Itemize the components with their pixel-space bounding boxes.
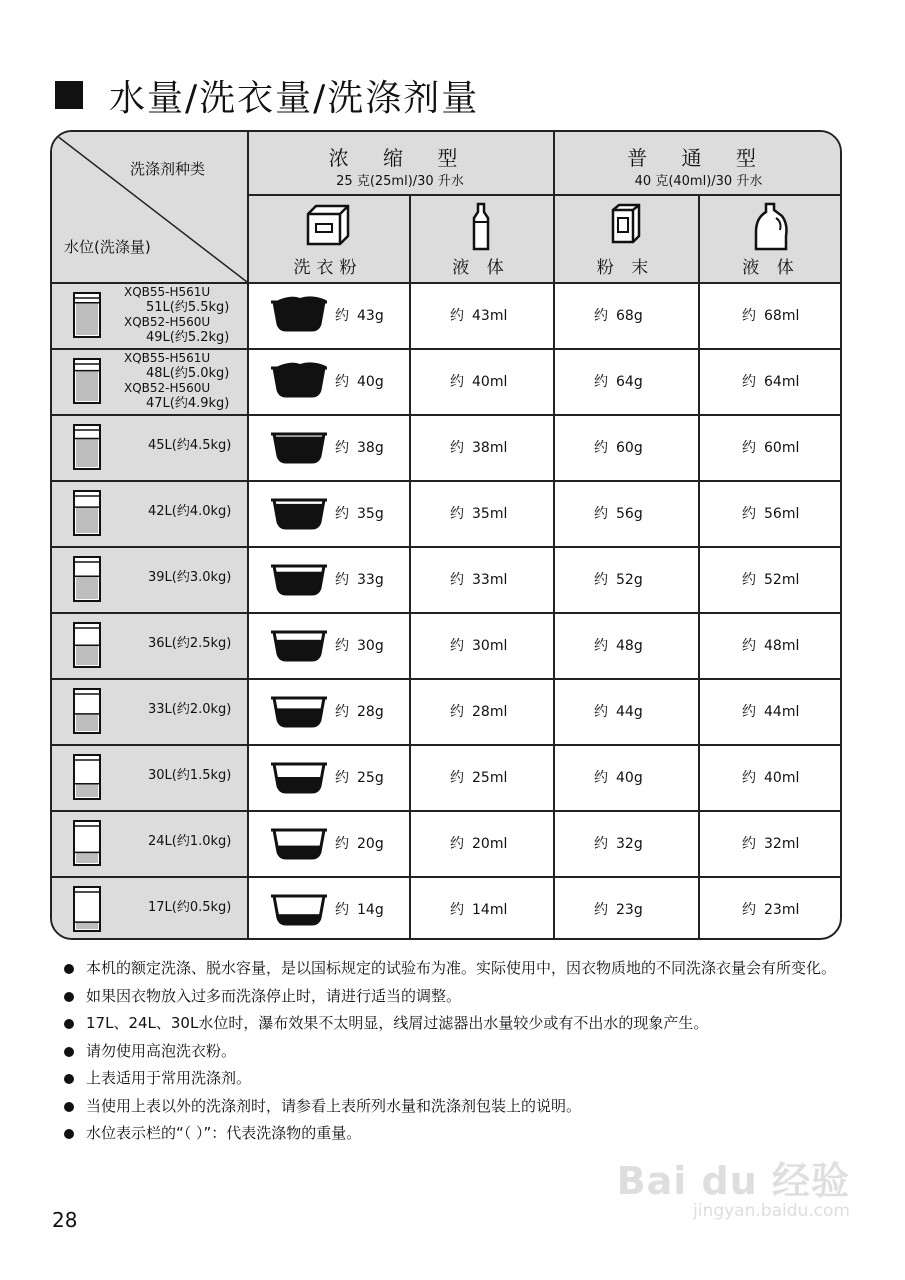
- approx-label: 约: [335, 572, 349, 588]
- approx-label: 约: [594, 374, 608, 390]
- capacity-text: 33L(约2.0kg): [148, 702, 232, 717]
- grid-line: [52, 612, 842, 614]
- grid-line: [409, 194, 411, 940]
- water-level-tub-icon: [72, 819, 102, 867]
- amount-value: 25g: [357, 770, 384, 786]
- powder-normal-amount: [594, 701, 643, 721]
- amount-value: 30ml: [472, 638, 508, 654]
- water-level-label-cell: [148, 636, 244, 651]
- amount-value: 60ml: [764, 440, 800, 456]
- capacity-text: 47L(约4.9kg): [146, 396, 230, 411]
- powder-normal-amount: [594, 305, 643, 325]
- water-level-tub-icon: [72, 555, 102, 603]
- normal-title: 普 通 型: [627, 146, 770, 170]
- approx-label: 约: [335, 770, 349, 786]
- water-level-label: 水位(洗涤量): [64, 238, 151, 256]
- powder-amount: [335, 701, 384, 721]
- grid-line: [52, 480, 842, 482]
- liquid-normal-amount: [742, 635, 799, 655]
- amount-value: 64ml: [764, 374, 800, 390]
- powder-amount: [335, 437, 384, 457]
- approx-label: 约: [742, 836, 756, 852]
- powder-normal-amount: [594, 437, 643, 457]
- amount-value: 23g: [616, 902, 643, 918]
- measuring-scoop-icon: [270, 558, 328, 598]
- detergent-type-label: 洗涤剂种类: [130, 160, 206, 178]
- approx-label: 约: [742, 902, 756, 918]
- corner-diagonal-line: [52, 132, 247, 282]
- powder-normal-amount: [594, 371, 643, 391]
- liquid-jug-icon: [752, 202, 790, 252]
- model-name: XQB52-H560U: [124, 315, 211, 329]
- powder-amount: [335, 503, 384, 523]
- amount-value: 60g: [616, 440, 643, 456]
- liquid-normal-amount: [742, 503, 799, 523]
- powder-amount: [335, 569, 384, 589]
- page-title: 水量/洗衣量/洗涤剂量: [109, 77, 480, 119]
- liquid-bottle-icon: [470, 202, 492, 252]
- approx-label: 约: [450, 440, 464, 456]
- water-level-tub-icon: [72, 423, 102, 471]
- note-item: 请勿使用高泡洗衣粉。: [62, 1038, 842, 1066]
- amount-value: 43g: [357, 308, 384, 324]
- water-level-label-cell: [148, 438, 244, 453]
- liquid-concentrated-amount: [450, 899, 507, 919]
- liquid-concentrated-amount: [450, 833, 507, 853]
- amount-value: 35ml: [472, 506, 508, 522]
- grid-line: [52, 414, 842, 416]
- liquid-normal-amount: [742, 371, 799, 391]
- col-label-powder: 洗衣粉: [293, 258, 363, 278]
- amount-value: 40g: [357, 374, 384, 390]
- capacity-text: 39L(约3.0kg): [148, 570, 232, 585]
- measuring-scoop-icon: [270, 360, 328, 400]
- approx-label: 约: [450, 638, 464, 654]
- measuring-scoop-icon: [270, 294, 328, 334]
- capacity-text: 30L(约1.5kg): [148, 768, 232, 783]
- amount-value: 38g: [357, 440, 384, 456]
- liquid-normal-amount: [742, 833, 799, 853]
- amount-value: 43ml: [472, 308, 508, 324]
- amount-value: 28g: [357, 704, 384, 720]
- approx-label: 约: [742, 374, 756, 390]
- amount-value: 44g: [616, 704, 643, 720]
- approx-label: 约: [742, 638, 756, 654]
- approx-label: 约: [335, 902, 349, 918]
- approx-label: 约: [742, 506, 756, 522]
- approx-label: 约: [742, 704, 756, 720]
- grid-line: [52, 348, 842, 350]
- approx-label: 约: [594, 770, 608, 786]
- approx-label: 约: [450, 506, 464, 522]
- capacity-text: 17L(约0.5kg): [148, 900, 232, 915]
- powder-normal-amount: [594, 635, 643, 655]
- grid-line: [52, 546, 842, 548]
- measuring-scoop-icon: [270, 756, 328, 796]
- measuring-scoop-icon: [270, 690, 328, 730]
- amount-value: 38ml: [472, 440, 508, 456]
- amount-value: 40ml: [764, 770, 800, 786]
- approx-label: 约: [450, 704, 464, 720]
- amount-value: 32g: [616, 836, 643, 852]
- model-name: XQB55-H561U: [124, 351, 211, 365]
- grid-line: [52, 678, 842, 680]
- note-item: 水位表示栏的“（ ）”：代表洗涤物的重量。: [62, 1120, 842, 1148]
- grid-line: [52, 810, 842, 812]
- col-label-liquid-concentrated: 液 体: [452, 258, 510, 278]
- col-label-liquid-normal: 液 体: [742, 258, 800, 278]
- approx-label: 约: [594, 836, 608, 852]
- amount-value: 68g: [616, 308, 643, 324]
- water-level-label-cell: [148, 570, 244, 585]
- watermark: [617, 1150, 850, 1221]
- col-header-powder-normal: [553, 194, 698, 282]
- liquid-concentrated-amount: [450, 569, 507, 589]
- capacity-text: 36L(约2.5kg): [148, 636, 232, 651]
- approx-label: 约: [742, 770, 756, 786]
- grid-line: [698, 194, 700, 940]
- water-level-label-cell: [124, 351, 244, 411]
- amount-value: 20ml: [472, 836, 508, 852]
- liquid-normal-amount: [742, 701, 799, 721]
- approx-label: 约: [450, 836, 464, 852]
- grid-line: [553, 132, 555, 940]
- approx-label: 约: [594, 704, 608, 720]
- model-name: XQB55-H561U: [124, 285, 211, 299]
- liquid-concentrated-amount: [450, 503, 507, 523]
- water-level-tub-icon: [72, 885, 102, 933]
- capacity-text: 48L(约5.0kg): [146, 366, 230, 381]
- approx-label: 约: [335, 506, 349, 522]
- powder-amount: [335, 371, 384, 391]
- amount-value: 52g: [616, 572, 643, 588]
- approx-label: 约: [594, 572, 608, 588]
- amount-value: 14g: [357, 902, 384, 918]
- page-heading: [55, 70, 479, 120]
- approx-label: 约: [450, 902, 464, 918]
- approx-label: 约: [594, 638, 608, 654]
- note-item: 当使用上表以外的洗涤剂时，请参看上表所列水量和洗涤剂包装上的说明。: [62, 1093, 842, 1121]
- powder-normal-amount: [594, 569, 643, 589]
- liquid-concentrated-amount: [450, 701, 507, 721]
- amount-value: 28ml: [472, 704, 508, 720]
- water-level-label-cell: [148, 702, 244, 717]
- approx-label: 约: [742, 308, 756, 324]
- capacity-text: 42L(约4.0kg): [148, 504, 232, 519]
- amount-value: 40ml: [472, 374, 508, 390]
- grid-line: [52, 876, 842, 878]
- approx-label: 约: [450, 770, 464, 786]
- water-level-tub-icon: [72, 357, 102, 405]
- approx-label: 约: [335, 374, 349, 390]
- water-level-label-cell: [148, 768, 244, 783]
- water-level-label-cell: [148, 834, 244, 849]
- capacity-text: 51L(约5.5kg): [146, 300, 230, 315]
- note-item: 本机的额定洗涤、脱水容量，是以国标规定的试验布为准。实际使用中，因衣物质地的不同洗涤衣量会有所变化。: [62, 955, 842, 983]
- amount-value: 35g: [357, 506, 384, 522]
- corner-cell: [52, 132, 247, 282]
- approx-label: 约: [742, 440, 756, 456]
- grid-line: [52, 282, 842, 284]
- amount-value: 64g: [616, 374, 643, 390]
- note-item: 如果因衣物放入过多而洗涤停止时，请进行适当的调整。: [62, 983, 842, 1011]
- note-item: 上表适用于常用洗涤剂。: [62, 1065, 842, 1093]
- capacity-text: 24L(约1.0kg): [148, 834, 232, 849]
- grid-line: [247, 194, 842, 196]
- water-level-tub-icon: [72, 753, 102, 801]
- water-level-tub-icon: [72, 621, 102, 669]
- grid-line: [247, 132, 249, 940]
- amount-value: 23ml: [764, 902, 800, 918]
- liquid-concentrated-amount: [450, 635, 507, 655]
- liquid-concentrated-amount: [450, 371, 507, 391]
- col-header-powder: [247, 194, 409, 282]
- water-level-label-cell: [124, 285, 244, 345]
- measuring-scoop-icon: [270, 426, 328, 466]
- concentrated-ratio: 25 克(25ml)/30 升水: [336, 174, 464, 189]
- powder-normal-amount: [594, 899, 643, 919]
- capacity-text: 45L(约4.5kg): [148, 438, 232, 453]
- water-level-tub-icon: [72, 687, 102, 735]
- measuring-scoop-icon: [270, 822, 328, 862]
- approx-label: 约: [594, 902, 608, 918]
- model-name: XQB52-H560U: [124, 381, 211, 395]
- powder-amount: [335, 833, 384, 853]
- water-level-label-cell: [148, 900, 244, 915]
- powder-box-icon: [609, 202, 643, 244]
- amount-value: 52ml: [764, 572, 800, 588]
- water-level-tub-icon: [72, 489, 102, 537]
- approx-label: 约: [335, 638, 349, 654]
- watermark-url: jingyan.baidu.com: [693, 1201, 850, 1221]
- amount-value: 25ml: [472, 770, 508, 786]
- powder-amount: [335, 305, 384, 325]
- powder-normal-amount: [594, 833, 643, 853]
- approx-label: 约: [594, 506, 608, 522]
- grid-line: [52, 744, 842, 746]
- measuring-scoop-icon: [270, 624, 328, 664]
- heading-bullet-square: [55, 81, 83, 109]
- col-label-powder-normal: 粉 末: [596, 258, 655, 278]
- liquid-concentrated-amount: [450, 767, 507, 787]
- approx-label: 约: [594, 308, 608, 324]
- liquid-normal-amount: [742, 899, 799, 919]
- amount-value: 20g: [357, 836, 384, 852]
- approx-label: 约: [335, 704, 349, 720]
- powder-normal-amount: [594, 503, 643, 523]
- page-number: 28: [52, 1208, 78, 1232]
- capacity-text: 49L(约5.2kg): [146, 330, 230, 345]
- powder-amount: [335, 899, 384, 919]
- notes-list: [62, 955, 842, 1148]
- approx-label: 约: [335, 440, 349, 456]
- measuring-scoop-icon: [270, 492, 328, 532]
- water-level-tub-icon: [72, 291, 102, 339]
- normal-ratio: 40 克(40ml)/30 升水: [634, 174, 763, 189]
- amount-value: 68ml: [764, 308, 800, 324]
- amount-value: 44ml: [764, 704, 800, 720]
- liquid-concentrated-amount: [450, 437, 507, 457]
- measuring-scoop-icon: [270, 888, 328, 928]
- concentrated-title: 浓 缩 型: [328, 146, 472, 170]
- liquid-normal-amount: [742, 437, 799, 457]
- liquid-normal-amount: [742, 767, 799, 787]
- powder-amount: [335, 635, 384, 655]
- approx-label: 约: [594, 440, 608, 456]
- amount-value: 14ml: [472, 902, 508, 918]
- amount-value: 30g: [357, 638, 384, 654]
- liquid-concentrated-amount: [450, 305, 507, 325]
- powder-amount: [335, 767, 384, 787]
- water-level-label-cell: [148, 504, 244, 519]
- concentrated-header: [247, 132, 553, 194]
- powder-normal-amount: [594, 767, 643, 787]
- liquid-normal-amount: [742, 569, 799, 589]
- approx-label: 约: [450, 308, 464, 324]
- approx-label: 约: [450, 374, 464, 390]
- amount-value: 56g: [616, 506, 643, 522]
- amount-value: 33g: [357, 572, 384, 588]
- amount-value: 48g: [616, 638, 643, 654]
- approx-label: 约: [450, 572, 464, 588]
- detergent-table: [50, 130, 842, 940]
- approx-label: 约: [335, 308, 349, 324]
- amount-value: 40g: [616, 770, 643, 786]
- amount-value: 32ml: [764, 836, 800, 852]
- note-item: 17L、24L、30L水位时，瀑布效果不太明显，线屑过滤器出水量较少或有不出水的现象产生。: [62, 1010, 842, 1038]
- liquid-normal-amount: [742, 305, 799, 325]
- approx-label: 约: [335, 836, 349, 852]
- amount-value: 33ml: [472, 572, 508, 588]
- detergent-box-icon: [304, 202, 352, 248]
- col-header-liquid-normal: [698, 194, 842, 282]
- amount-value: 56ml: [764, 506, 800, 522]
- amount-value: 48ml: [764, 638, 800, 654]
- normal-header: [553, 132, 842, 194]
- watermark-brand: Bai du 经验: [616, 1159, 850, 1203]
- approx-label: 约: [742, 572, 756, 588]
- col-header-liquid-concentrated: [409, 194, 553, 282]
